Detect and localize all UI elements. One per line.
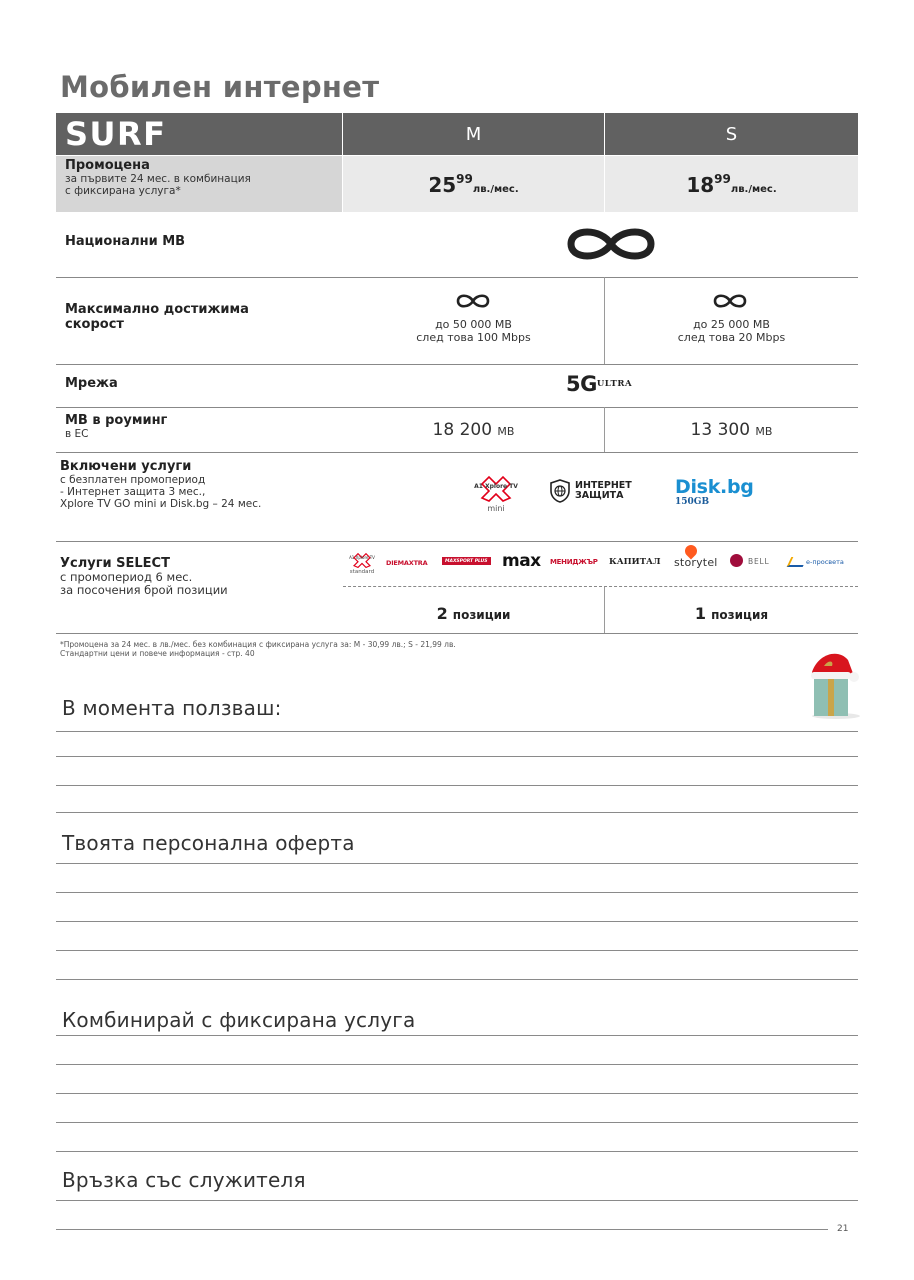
infinity-icon xyxy=(563,222,659,266)
footer-line xyxy=(56,1229,828,1230)
promo-title: Промоцена xyxy=(65,158,150,173)
national-mb-label: Национални MB xyxy=(65,234,186,249)
speed-m xyxy=(343,318,604,344)
table-bottom-border xyxy=(56,633,858,634)
promo-price-s xyxy=(605,156,858,212)
select-logo-eprosveta: е-просвета xyxy=(806,558,844,566)
shield-globe-icon xyxy=(548,478,572,504)
promo-price-m xyxy=(343,156,604,212)
bell-logo-icon xyxy=(730,554,743,567)
select-logo-max: max xyxy=(502,551,541,571)
select-dashed-divider xyxy=(343,586,858,587)
page-number: 21 xyxy=(837,1224,849,1234)
write-line[interactable] xyxy=(56,731,858,732)
select-logo-standard: standard xyxy=(349,569,375,575)
roaming-label xyxy=(65,413,167,440)
row-divider xyxy=(56,541,858,542)
network-label: Мрежа xyxy=(65,376,118,391)
select-logo-diemaxtra: DIEMAXTRA xyxy=(386,559,428,567)
roaming-m xyxy=(343,420,604,440)
roaming-m-value: 18 200 xyxy=(432,420,493,440)
select-logo-kapital: КАПИТАЛ xyxy=(609,557,661,567)
speed-m-line1: до 50 000 MB xyxy=(435,318,512,331)
footnote xyxy=(60,640,456,658)
speed-label-line2: скорост xyxy=(65,317,124,332)
write-line[interactable] xyxy=(56,1151,858,1152)
speed-m-line2: след това 100 Mbps xyxy=(416,331,531,344)
row-divider xyxy=(56,407,858,408)
select-line1: с промопериод 6 мес. xyxy=(60,570,193,584)
page-title: Мобилен интернет xyxy=(60,70,380,104)
roaming-title: MB в роуминг xyxy=(65,413,168,428)
price-m-int: 25 xyxy=(428,172,457,197)
select-line2: за посочения брой позиции xyxy=(60,583,228,597)
included-title: Включени услуги xyxy=(60,459,192,474)
brand-header: SURF xyxy=(56,113,342,155)
disk-bg-logo xyxy=(675,478,754,507)
write-line[interactable] xyxy=(56,1122,858,1123)
write-line[interactable] xyxy=(56,1035,858,1036)
included-label xyxy=(60,459,261,510)
roaming-m-unit: MB xyxy=(497,425,515,438)
speed-s-line2: след това 20 Mbps xyxy=(677,331,786,344)
roaming-s-value: 13 300 xyxy=(690,420,751,440)
speed-label xyxy=(65,302,249,332)
row-divider xyxy=(56,277,858,278)
footnote-line2: Стандартни цени и повече информация - стр. 40 xyxy=(60,649,255,658)
eprosveta-logo-icon xyxy=(787,557,808,567)
price-s-unit: лв./мес. xyxy=(730,183,777,195)
select-s-text: позиция xyxy=(711,608,769,622)
select-title: Услуги SELECT xyxy=(60,556,170,571)
internet-protection-logo xyxy=(548,478,632,504)
speed-s-line1: до 25 000 MB xyxy=(693,318,770,331)
roaming-sub: в ЕС xyxy=(65,428,89,440)
write-line[interactable] xyxy=(56,863,858,864)
select-label xyxy=(60,556,228,597)
included-line2: - Интернет защита 3 мес., xyxy=(60,486,206,498)
disk-bg-name: Disk.bg xyxy=(675,476,754,498)
select-m-num: 2 xyxy=(436,604,448,623)
write-line[interactable] xyxy=(56,1064,858,1065)
disk-bg-size: 150GB xyxy=(675,497,710,507)
xplore-mini: mini xyxy=(487,504,505,513)
write-line[interactable] xyxy=(56,1200,858,1201)
select-logo-xplore xyxy=(347,552,377,575)
write-line[interactable] xyxy=(56,892,858,893)
select-logo-storytel: storytel xyxy=(674,556,718,569)
write-line[interactable] xyxy=(56,921,858,922)
write-line[interactable] xyxy=(56,1093,858,1094)
section-combine-title: Комбинирай с фиксирана услуга xyxy=(62,1008,416,1032)
infinity-icon-s xyxy=(712,292,748,310)
section-contact-title: Връзка със служителя xyxy=(62,1168,306,1192)
price-s-int: 18 xyxy=(686,172,715,197)
plan-s-header: S xyxy=(605,113,858,155)
protection-line2: ЗАЩИТА xyxy=(575,490,624,501)
write-line[interactable] xyxy=(56,979,858,980)
price-m-dec: 99 xyxy=(456,171,473,186)
xplore-tv-mini-logo xyxy=(464,474,528,513)
xplore-brand: A1 Xplore TV xyxy=(474,483,518,490)
gift-santa-hat-icon xyxy=(808,646,860,720)
select-m-text: позиции xyxy=(452,608,511,622)
roaming-s xyxy=(605,420,858,440)
price-m-unit: лв./мес. xyxy=(472,183,519,195)
price-s-dec: 99 xyxy=(714,171,731,186)
select-m-positions xyxy=(343,604,604,623)
write-line[interactable] xyxy=(56,950,858,951)
select-logo-bell: BELL xyxy=(748,557,770,566)
select-s-num: 1 xyxy=(694,604,707,623)
write-line[interactable] xyxy=(56,785,858,786)
included-line3: Xplore TV GO mini и Disk.bg – 24 мес. xyxy=(60,498,262,510)
section-offer-title: Твоята персонална оферта xyxy=(62,831,355,855)
section-current-title: В момента ползваш: xyxy=(62,696,282,720)
select-logo-maxsport: MAXSPORT PLUS xyxy=(442,557,491,565)
infinity-icon-m xyxy=(455,292,491,310)
promo-subtitle-1: за първите 24 мес. в комбинация xyxy=(65,173,251,185)
included-line1: с безплатен промопериод xyxy=(60,474,206,486)
footnote-line1: *Промоцена за 24 мес. в лв./мес. без комбинация с фиксирана услуга за: M - 30,99 лв.; S - 21,99 лв. xyxy=(60,640,456,649)
promo-subtitle-2: с фиксирана услуга* xyxy=(65,185,181,197)
select-logo-xplore-brand: A1 Xplore TV xyxy=(349,555,375,560)
write-line[interactable] xyxy=(56,756,858,757)
network-5g: 5G xyxy=(566,372,597,396)
select-logo-manager: МЕНИДЖЪР xyxy=(550,558,598,566)
network-5g-logo xyxy=(566,372,632,396)
speed-s xyxy=(605,318,858,344)
row-divider xyxy=(56,364,858,365)
promo-label xyxy=(56,156,342,212)
speed-label-line1: Максимално достижима xyxy=(65,302,249,317)
network-suffix: ULTRA xyxy=(596,379,633,389)
plan-m-header: M xyxy=(343,113,604,155)
select-s-positions xyxy=(605,604,858,623)
write-line[interactable] xyxy=(56,812,858,813)
row-divider xyxy=(56,452,858,453)
roaming-s-unit: MB xyxy=(755,425,773,438)
protection-line1: ИНТЕРНЕТ xyxy=(575,480,632,491)
